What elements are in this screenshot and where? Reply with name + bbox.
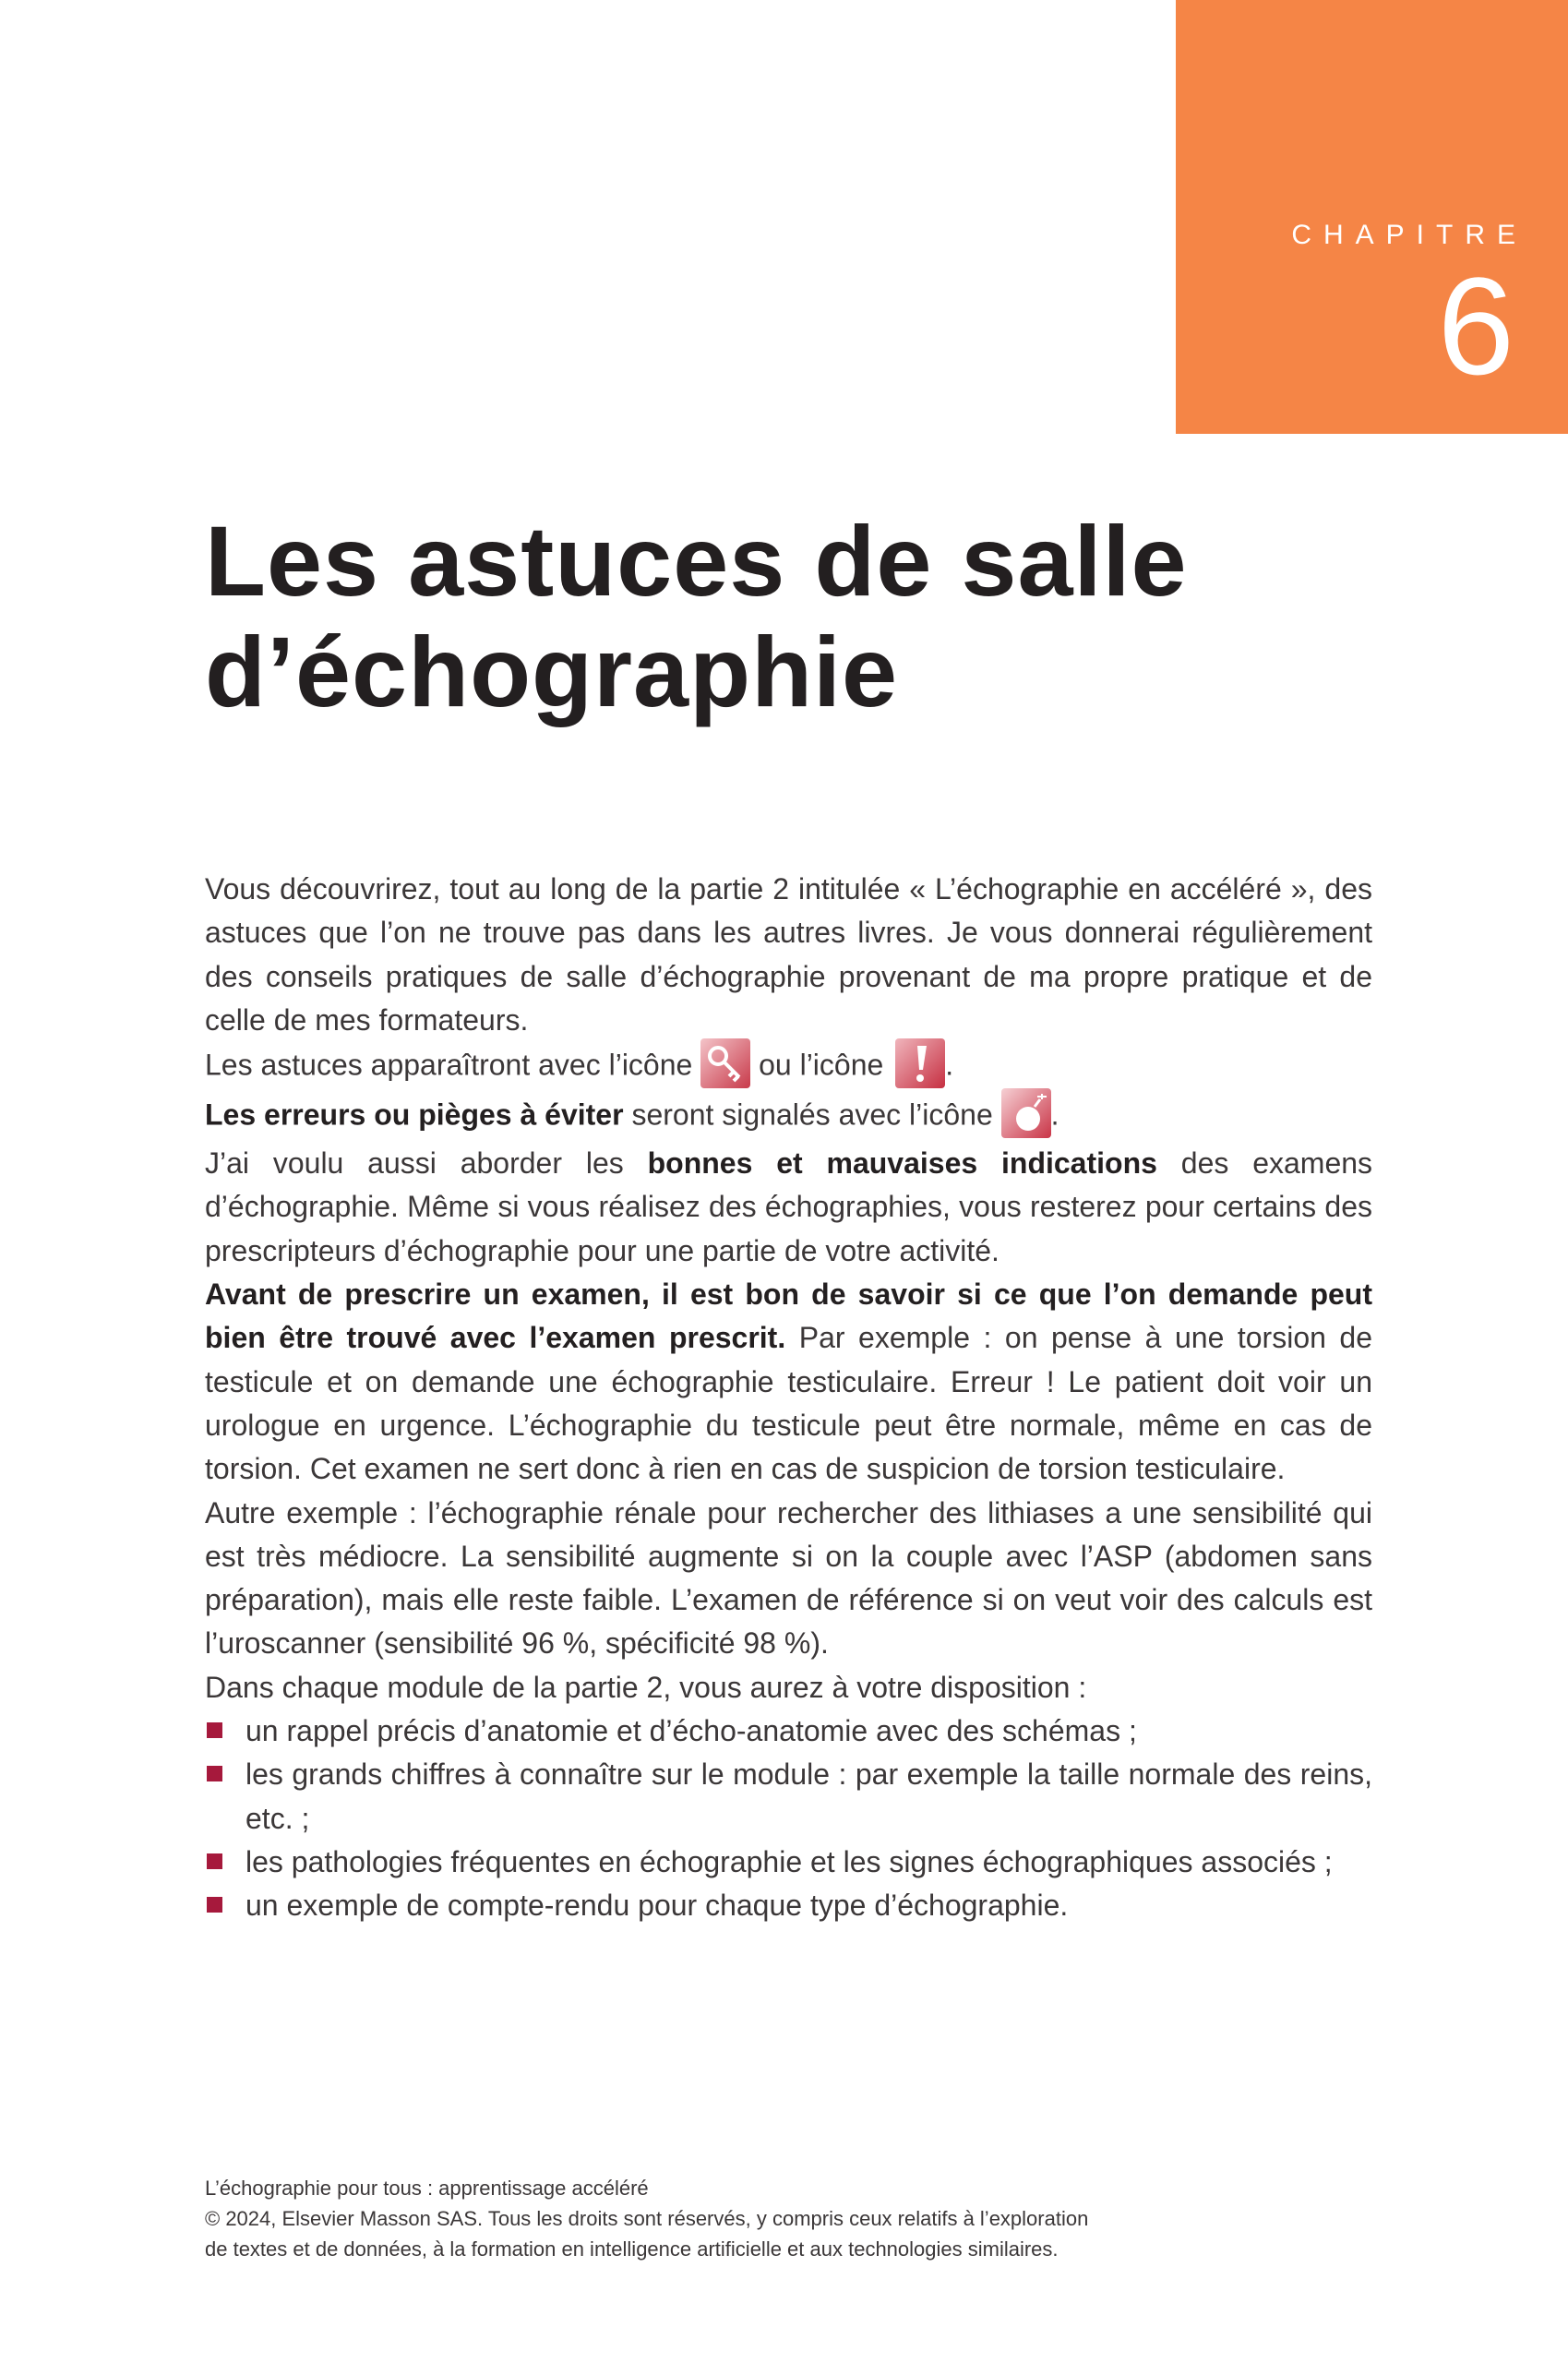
text-bold: Les erreurs ou pièges à éviter — [205, 1098, 624, 1132]
bomb-icon — [1001, 1088, 1051, 1138]
footer-copyright-line-1: © 2024, Elsevier Masson SAS. Tous les droits sont réservés, y compris ceux relatifs à l’exploration — [205, 2207, 1089, 2230]
text-fragment: des examens d’échographie. Même si vous réalisez des échographies, vous resterez pour certains des prescripteurs d’échographie pour une partie de votre activité. — [205, 1146, 1373, 1267]
list-item-text: les grands chiffres à connaître sur le module : par exemple la taille normale des reins, etc. ; — [245, 1757, 1372, 1835]
list-item-text: un exemple de compte-rendu pour chaque type d’échographie. — [245, 1889, 1069, 1923]
paragraph-errors-icon — [205, 1092, 1372, 1142]
footer-copyright-line-2: de textes et de données, à la formation en intelligence artificielle et aux technologies similaires. — [205, 2237, 1059, 2261]
body-text — [205, 868, 1372, 1928]
paragraph-tips-icons — [205, 1042, 1372, 1092]
module-contents-list — [205, 1709, 1372, 1927]
chapter-label: CHAPITRE — [1291, 220, 1527, 250]
list-item-text: un rappel précis d’anatomie et d’écho-anatomie avec des schémas ; — [245, 1714, 1137, 1748]
list-item-text: les pathologies fréquentes en échographie et les signes échographiques associés ; — [245, 1844, 1333, 1878]
text-fragment: Les astuces apparaîtront avec l’icône — [205, 1048, 693, 1082]
chapter-header-box — [1176, 0, 1568, 434]
bullet-square-icon — [207, 1853, 222, 1869]
text-fragment: . — [945, 1048, 954, 1082]
text-bold: bonnes et mauvaises indications — [647, 1146, 1157, 1181]
text-fragment: J’ai voulu aussi aborder les — [205, 1146, 624, 1181]
text-bold: Avant de prescrire un examen, il est bon de savoir si ce que l’on demande peut bien être trouvé avec l’examen prescrit. — [205, 1277, 1372, 1355]
list-item — [205, 1753, 1372, 1841]
text-fragment: ou l’icône — [759, 1048, 884, 1082]
paragraph-modules-intro: Dans chaque module de la partie 2, vous aurez à votre disposition : — [205, 1670, 1087, 1704]
text-fragment: Par exemple : on pense à une torsion de testicule et on demande une échographie testiculaire. Erreur ! Le patient doit voir un urologue en urgence. L’échographie du testicule peut être normale, même en cas de torsion. Cet examen ne sert donc à rien en cas de suspicion de torsion testiculaire. — [205, 1321, 1373, 1486]
bullet-square-icon — [207, 1897, 222, 1913]
title-line-1: Les astuces de salle — [205, 505, 1188, 617]
copyright-footer — [205, 2173, 1312, 2264]
footer-book-title: L’échographie pour tous : apprentissage accéléré — [205, 2177, 649, 2200]
text-fragment: seront signalés avec l’icône — [631, 1098, 993, 1132]
paragraph-intro: Vous découvrirez, tout au long de la partie 2 intitulée « L’échographie en accéléré », des astuces que l’on ne trouve pas dans les autres livres. Je vous donnerai régulièrement des conseils pratiques de salle d’échographie provenant de ma propre pratique et de celle de mes formateurs. — [205, 872, 1372, 1037]
paragraph-indications — [205, 1142, 1372, 1273]
list-item — [205, 1884, 1372, 1927]
chapter-number: 6 — [1437, 248, 1514, 403]
list-item — [205, 1709, 1372, 1753]
key-icon — [700, 1038, 750, 1088]
exclamation-icon — [895, 1038, 945, 1088]
paragraph-prescription — [205, 1273, 1372, 1491]
paragraph-example: Autre exemple : l’échographie rénale pour rechercher des lithiases a une sensibilité qui est très médiocre. La sensibilité augmente si on la couple avec l’ASP (abdomen sans préparation), mais elle reste faible. L’examen de référence si on veut voir des calculs est l’uroscanner (sensibilité 96 %, spécificité 98 %). — [205, 1495, 1372, 1661]
page-title — [205, 506, 1220, 727]
text-fragment: . — [1050, 1098, 1059, 1132]
bullet-square-icon — [207, 1722, 222, 1738]
list-item — [205, 1841, 1372, 1884]
title-line-2: d’échographie — [205, 616, 899, 727]
bullet-square-icon — [207, 1766, 222, 1781]
